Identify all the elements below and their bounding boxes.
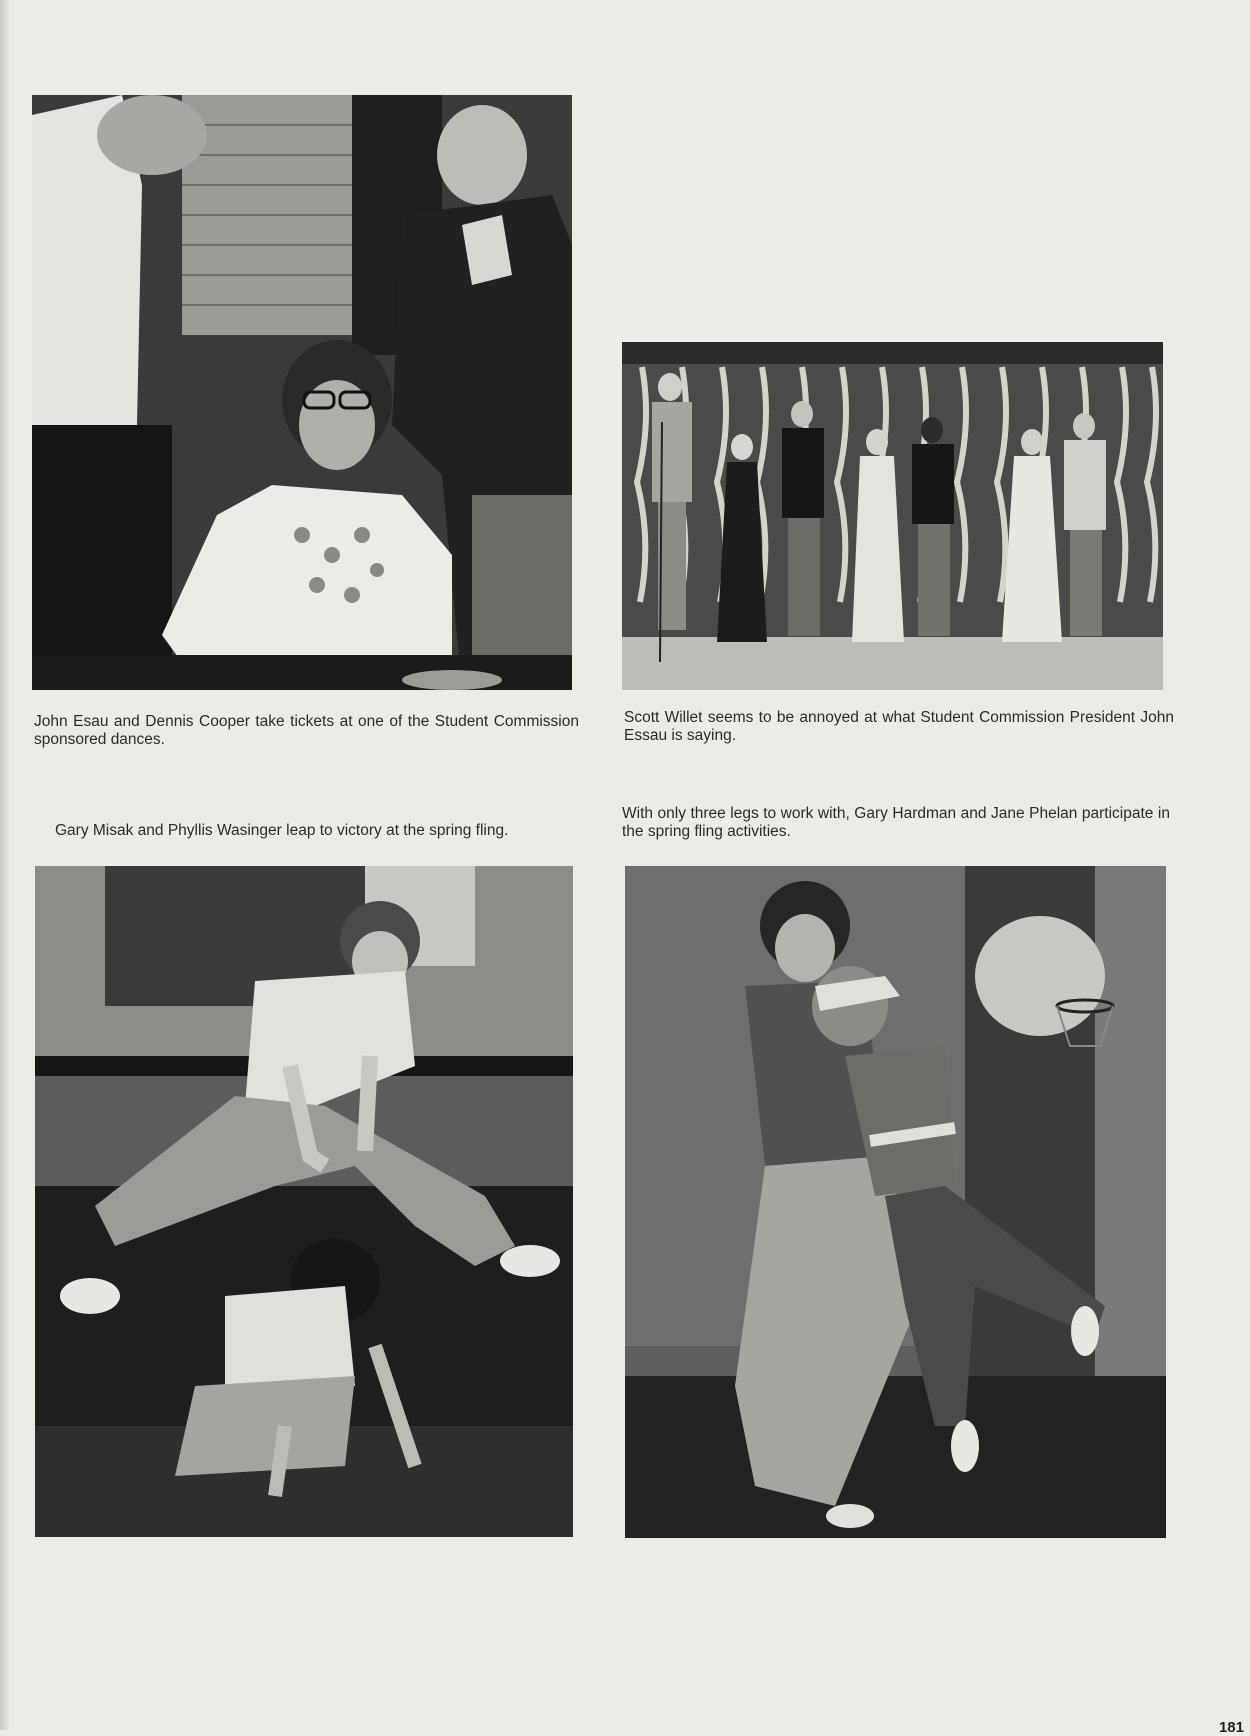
stage-lineup-caption: Scott Willet seems to be annoyed at what Student Commission President John Essau is saying. [624,709,1174,744]
leapfrog-photo [35,866,573,1537]
three-legged-caption: With only three legs to work with, Gary Hardman and Jane Phelan participate in the spring fling activities. [622,805,1170,840]
page-number: 181 [1218,1719,1244,1736]
ticket-table-caption: John Esau and Dennis Cooper take tickets at one of the Student Commission sponsored dances. [34,713,579,748]
three-legged-race-photo [625,866,1166,1538]
page-binding-edge [0,0,10,1730]
leapfrog-caption: Gary Misak and Phyllis Wasinger leap to victory at the spring fling. [55,822,509,839]
stage-lineup-photo [622,342,1163,690]
ticket-table-photo [32,95,572,690]
